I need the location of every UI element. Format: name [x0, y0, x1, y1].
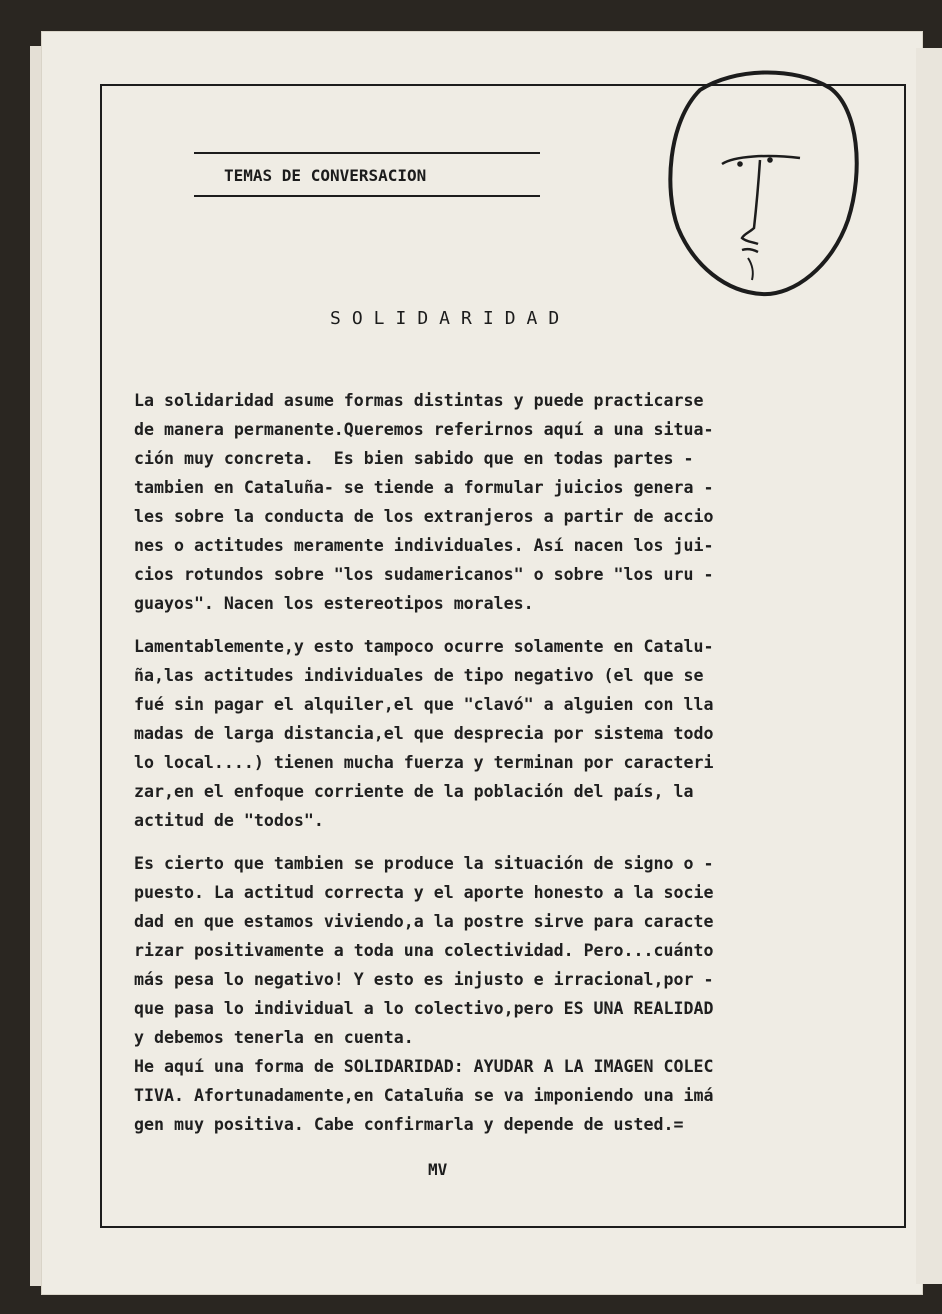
section-title: TEMAS DE CONVERSACION	[224, 166, 427, 185]
text-line: guayos". Nacen los estereotipos morales.	[134, 594, 534, 613]
text-line: actitud de "todos".	[134, 811, 324, 830]
heading-rule-bottom	[194, 195, 540, 197]
text-line: cios rotundos sobre "los sudamericanos" o sobre "los uru -	[134, 565, 714, 584]
text-line: La solidaridad asume formas distintas y puede practicarse	[134, 391, 704, 410]
text-line: madas de larga distancia,el que desprecia por sistema todo	[134, 724, 714, 743]
article-body	[134, 386, 878, 1153]
text-line: rizar positivamente a toda una colectividad. Pero...cuánto	[134, 941, 714, 960]
paragraph-1	[134, 386, 878, 618]
text-line: más pesa lo negativo! Y esto es injusto e irracional,por -	[134, 970, 714, 989]
section-heading	[194, 152, 540, 197]
text-line: tambien en Cataluña- se tiende a formular juicios genera -	[134, 478, 714, 497]
author-signature: MV	[428, 1160, 448, 1179]
text-line: Es cierto que tambien se produce la situación de signo o -	[134, 854, 714, 873]
text-line: que pasa lo individual a lo colectivo,pero ES UNA REALIDAD	[134, 999, 714, 1018]
paragraph-2	[134, 632, 878, 835]
paragraph-3	[134, 849, 878, 1139]
text-line: gen muy positiva. Cabe confirmarla y depende de usted.=	[134, 1115, 684, 1134]
text-line: lo local....) tienen mucha fuerza y terminan por caracteri	[134, 753, 714, 772]
page-edge-right	[916, 48, 942, 1284]
text-line: dad en que estamos viviendo,a la postre sirve para caracte	[134, 912, 714, 931]
text-line: fué sin pagar el alquiler,el que "clavó" a alguien con lla	[134, 695, 714, 714]
text-line: y debemos tenerla en cuenta.	[134, 1028, 414, 1047]
text-line: ción muy concreta. Es bien sabido que en todas partes -	[134, 449, 694, 468]
text-line: He aquí una forma de SOLIDARIDAD: AYUDAR A LA IMAGEN COLEC	[134, 1057, 714, 1076]
text-line: les sobre la conducta de los extranjeros a partir de accio	[134, 507, 714, 526]
text-line: nes o actitudes meramente individuales. Así nacen los jui-	[134, 536, 714, 555]
text-line: Lamentablemente,y esto tampoco ocurre solamente en Catalu-	[134, 637, 714, 656]
text-line: de manera permanente.Queremos referirnos aquí a una situa-	[134, 420, 714, 439]
article-title: SOLIDARIDAD	[330, 308, 571, 329]
text-line: puesto. La actitud correcta y el aporte honesto a la socie	[134, 883, 714, 902]
face-sketch-icon	[664, 60, 860, 300]
text-line: zar,en el enfoque corriente de la población del país, la	[134, 782, 694, 801]
text-line: TIVA. Afortunadamente,en Cataluña se va imponiendo una imá	[134, 1086, 714, 1105]
text-line: ña,las actitudes individuales de tipo negativo (el que se	[134, 666, 704, 685]
